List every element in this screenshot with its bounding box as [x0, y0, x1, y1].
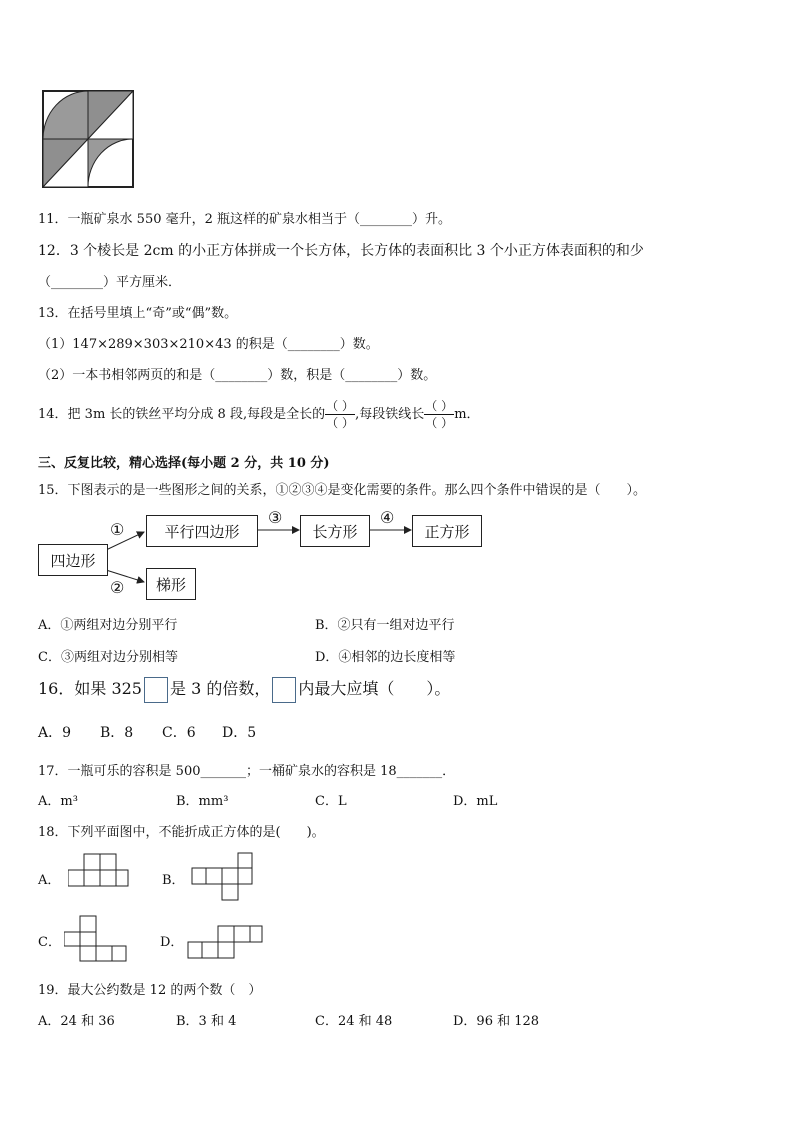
blank-box[interactable] [144, 677, 168, 703]
q14-text-post: m． [454, 407, 480, 422]
question-13-1: （1）147×289×303×210×43 的积是（________）数。 [38, 337, 379, 352]
q17-option-b[interactable]: B．mm³ [176, 794, 229, 809]
fraction-2-den: （ ） [425, 416, 454, 430]
fraction-1-num: （ ） [326, 399, 354, 413]
condition-1-label: ① [110, 520, 125, 539]
fraction-1 [325, 398, 355, 431]
question-18: 18．下列平面图中，不能折成正方体的是( )。 [38, 825, 325, 840]
q16-option-c[interactable]: C．6 [162, 725, 196, 741]
trapezoid-box: 梯形 [146, 568, 196, 600]
q17-option-c[interactable]: C．L [315, 794, 347, 809]
section-3-heading: 三、反复比较，精心选择(每小题 2 分，共 10 分) [38, 456, 330, 471]
q15-option-a[interactable]: A．①两组对边分别平行 [38, 618, 178, 633]
cube-net-a [68, 852, 132, 888]
parallelogram-box: 平行四边形 [146, 515, 258, 547]
question-13: 13．在括号里填上“奇”或“偶”数。 [38, 306, 238, 321]
question-15: 15．下图表示的是一些图形之间的关系，①②③④是变化需要的条件。那么四个条件中错误的是（ ）。 [38, 483, 647, 498]
cube-net-d [186, 924, 266, 960]
q15-option-c[interactable]: C．③两组对边分别相等 [38, 650, 178, 665]
question-13-2: （2）一本书相邻两页的和是（________）数，积是（________）数。 [38, 368, 437, 383]
q16-option-b[interactable]: B．8 [100, 725, 134, 741]
q15-option-d[interactable]: D．④相邻的边长度相等 [315, 650, 456, 665]
q16-option-a[interactable]: A．9 [38, 725, 72, 741]
q19-option-d[interactable]: D．96 和 128 [453, 1014, 540, 1029]
square-box: 正方形 [412, 515, 482, 547]
q16-text-post: 内最大应填（ ）。 [298, 679, 451, 698]
quadrilateral-box: 四边形 [38, 544, 108, 576]
q16-option-d[interactable]: D．5 [222, 725, 257, 741]
q18-option-c[interactable]: C． [38, 935, 61, 950]
condition-2-label: ② [110, 578, 125, 597]
q14-text-mid: ,每段铁线长 [355, 407, 425, 422]
question-12-cont: （________）平方厘米． [38, 275, 182, 290]
fraction-1-den: （ ） [326, 416, 354, 430]
cube-net-b [190, 852, 254, 902]
q17-option-a[interactable]: A．m³ [38, 794, 78, 809]
pinwheel-figure [42, 90, 134, 188]
condition-4-label: ④ [380, 508, 395, 527]
q19-option-b[interactable]: B．3 和 4 [176, 1014, 237, 1029]
question-11: 11．一瓶矿泉水 550 毫升，2 瓶这样的矿泉水相当于（________）升。 [38, 212, 452, 227]
blank-box-ref [272, 677, 296, 703]
question-19: 19．最大公约数是 12 的两个数（ ） [38, 983, 262, 998]
cube-net-c [64, 914, 128, 964]
question-17: 17．一瓶可乐的容积是 500_______；一桶矿泉水的容积是 18_______． [38, 764, 456, 779]
condition-3-label: ③ [268, 508, 283, 527]
question-16 [38, 676, 450, 703]
question-14 [38, 398, 480, 431]
q14-text-pre: 14．把 3m 长的铁丝平均分成 8 段,每段是全长的 [38, 407, 326, 422]
q15-option-b[interactable]: B．②只有一组对边平行 [315, 618, 455, 633]
question-12: 12．3 个棱长是 2cm 的小正方体拼成一个长方体，长方体的表面积比 3 个小正方体表面积的和少 [38, 243, 644, 259]
q18-option-d[interactable]: D． [160, 935, 184, 950]
fraction-2 [424, 398, 454, 431]
q19-option-a[interactable]: A．24 和 36 [38, 1014, 115, 1029]
q17-option-d[interactable]: D．mL [453, 794, 498, 809]
q16-text-pre: 16．如果 325 [38, 679, 142, 698]
fraction-2-num: （ ） [425, 399, 454, 413]
q18-option-a[interactable]: A． [38, 873, 61, 888]
q18-option-b[interactable]: B． [162, 873, 185, 888]
q16-text-mid: 是 3 的倍数， [170, 679, 271, 698]
rectangle-box: 长方形 [300, 515, 370, 547]
q19-option-c[interactable]: C．24 和 48 [315, 1014, 393, 1029]
